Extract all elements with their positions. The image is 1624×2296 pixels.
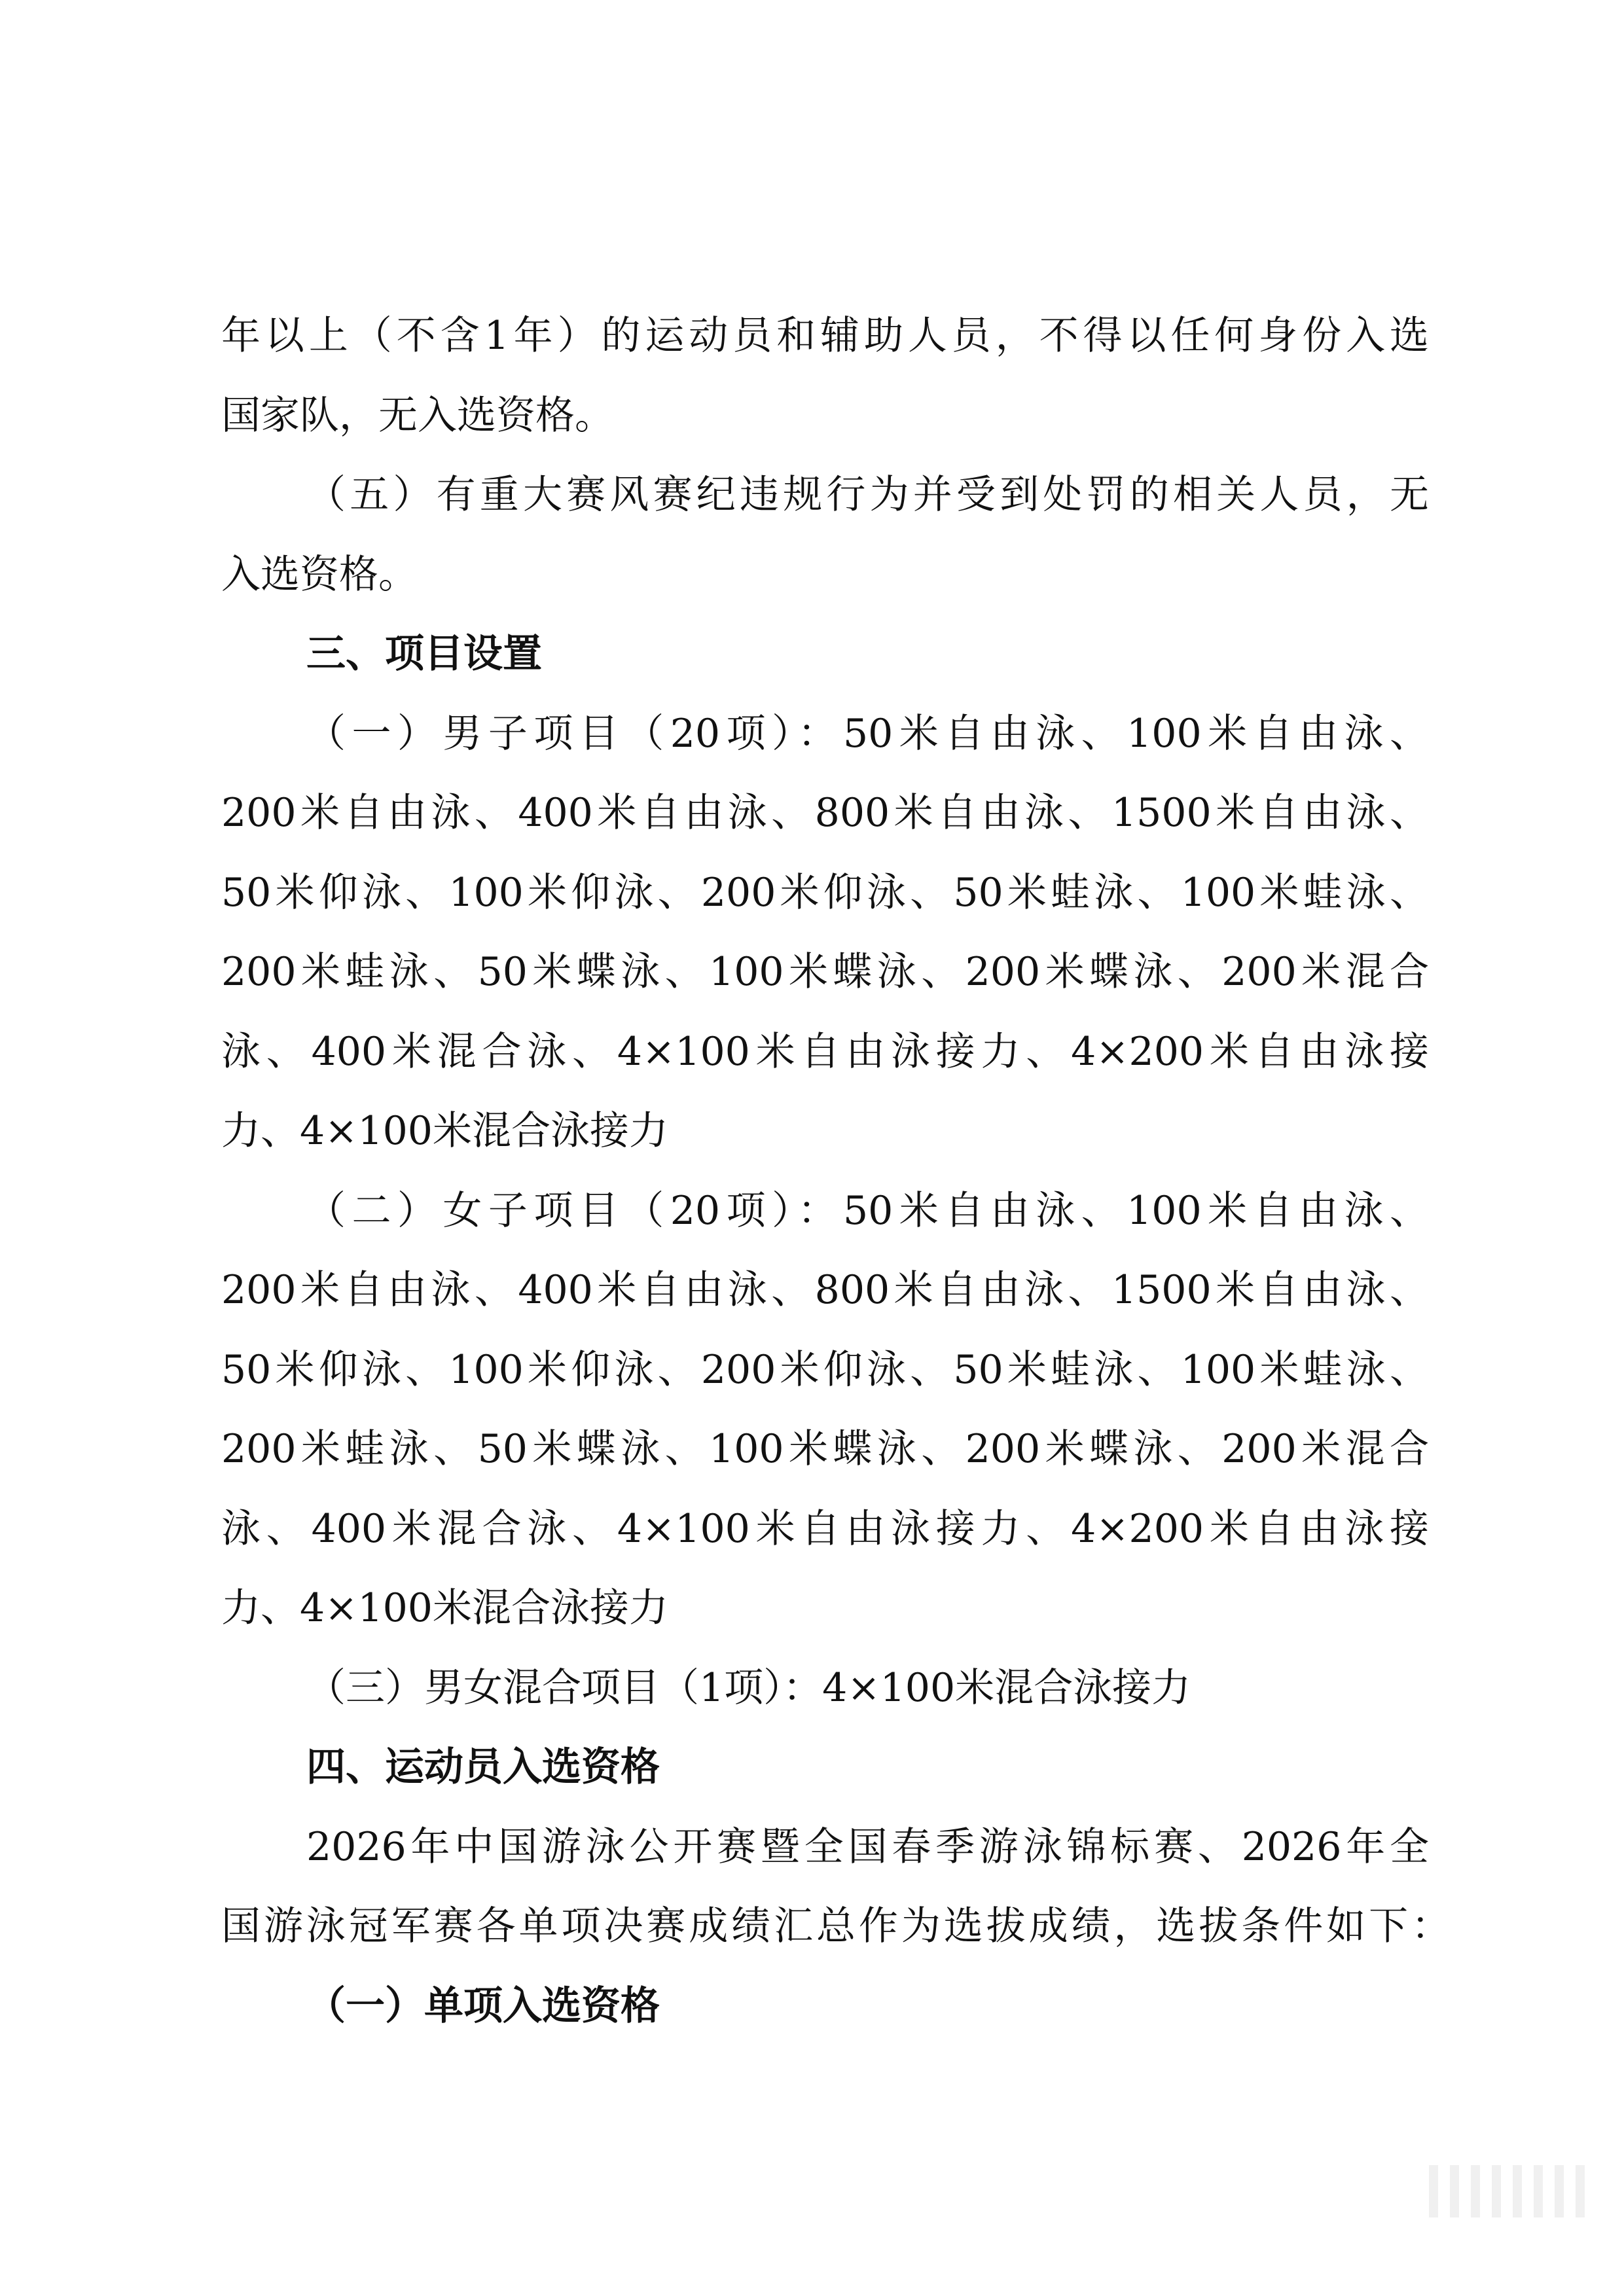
text-line: 力、4×100米混合泳接力 <box>221 1585 668 1631</box>
text-line: 泳、400米混合泳、4×100米自由泳接力、4×200米自由泳接 <box>221 1505 1429 1552</box>
text-line: 年以上（不含1年）的运动员和辅助人员，不得以任何身份入选 <box>221 313 1429 359</box>
text-line: 国家队，无入选资格。 <box>221 392 614 439</box>
text-line: （二）女子项目（20项）：50米自由泳、100米自由泳、 <box>306 1187 1429 1234</box>
text-line: 200米自由泳、400米自由泳、800米自由泳、1500米自由泳、 <box>221 790 1429 836</box>
section-heading: （一）单项入选资格 <box>306 1982 660 2029</box>
text-line: 泳、400米混合泳、4×100米自由泳接力、4×200米自由泳接 <box>221 1028 1429 1075</box>
text-line: 50米仰泳、100米仰泳、200米仰泳、50米蛙泳、100米蛙泳、 <box>221 1346 1429 1393</box>
text-line: 200米蛙泳、50米蝶泳、100米蝶泳、200米蝶泳、200米混合 <box>221 949 1429 995</box>
section-heading: 四、运动员入选资格 <box>306 1744 660 1790</box>
text-line: 力、4×100米混合泳接力 <box>221 1108 668 1154</box>
text-line: 200米自由泳、400米自由泳、800米自由泳、1500米自由泳、 <box>221 1267 1429 1313</box>
text-line: （五）有重大赛风赛纪违规行为并受到处罚的相关人员，无 <box>306 472 1429 518</box>
text-line: （一）男子项目（20项）：50米自由泳、100米自由泳、 <box>306 710 1429 757</box>
text-line: 国游泳冠军赛各单项决赛成绩汇总作为选拔成绩，选拔条件如下： <box>221 1903 1451 1949</box>
text-line: 2026年中国游泳公开赛暨全国春季游泳锦标赛、2026年全 <box>306 1823 1429 1870</box>
text-line: 入选资格。 <box>221 551 418 598</box>
text-line: （三）男女混合项目（1项）：4×100米混合泳接力 <box>306 1664 1191 1711</box>
text-line: 200米蛙泳、50米蝶泳、100米蝶泳、200米蝶泳、200米混合 <box>221 1426 1429 1472</box>
text-line: 50米仰泳、100米仰泳、200米仰泳、50米蛙泳、100米蛙泳、 <box>221 869 1429 916</box>
watermark-lines <box>1429 2165 1585 2217</box>
section-heading: 三、项目设置 <box>306 631 542 677</box>
